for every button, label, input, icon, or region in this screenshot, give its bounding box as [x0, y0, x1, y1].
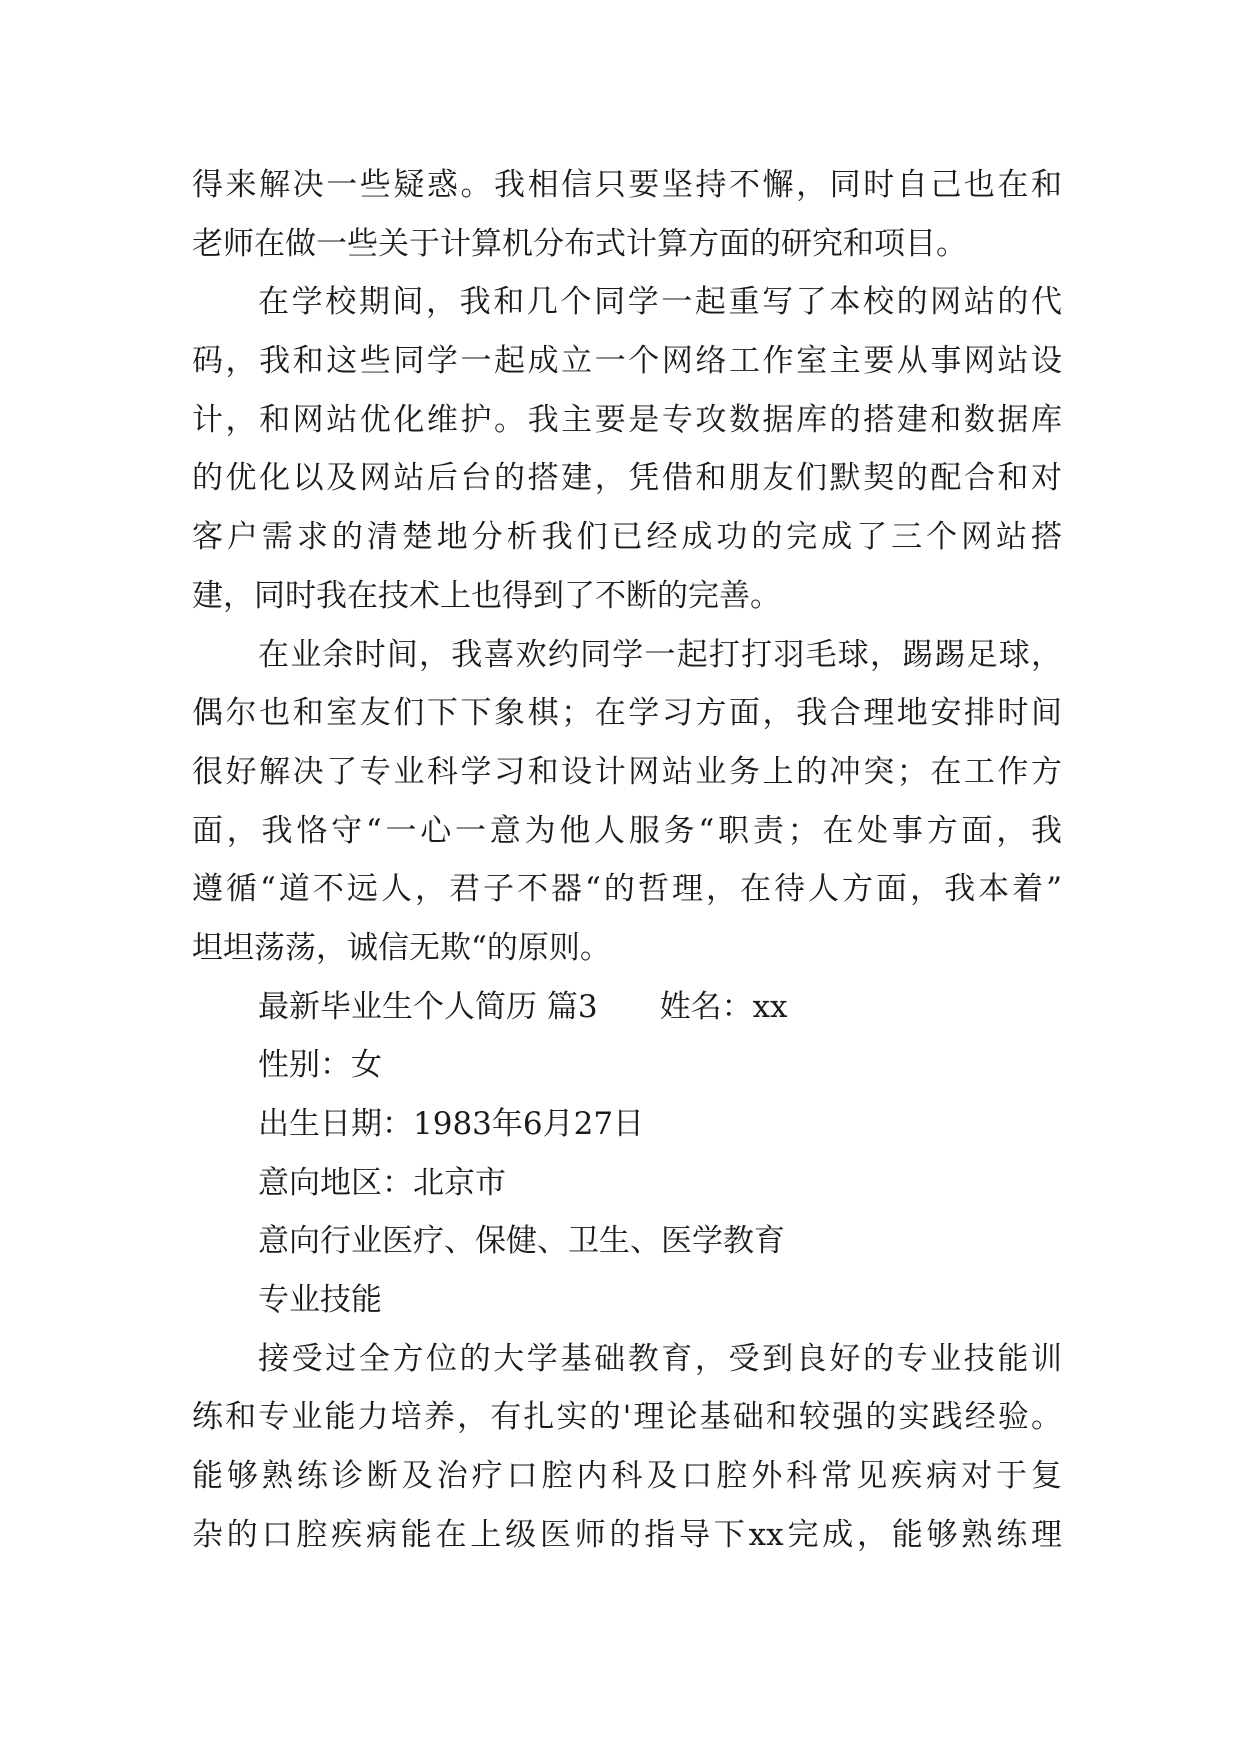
resume-industry: 意向行业医疗、保健、卫生、医学教育: [258, 1223, 785, 1260]
text-line: 老师在做一些关于计算机分布式计算方面的研究和项目。: [192, 225, 967, 262]
section-heading-skills: 专业技能: [258, 1282, 382, 1319]
text-line: 得来解决一些疑惑。我相信只要坚持不懈，同时自己也在和: [192, 167, 1062, 203]
text-line: 在业余时间，我喜欢约同学一起打打羽毛球，踢踢足球，: [258, 636, 1062, 673]
resume-gender: 性别：女: [258, 1047, 382, 1084]
text-line: 计，和网站优化维护。我主要是专攻数据库的搭建和数据库: [192, 401, 1062, 438]
resume-birthdate: 出生日期：1983年6月27日: [258, 1106, 645, 1142]
text-line: 面，我恪守“一心一意为他人服务“职责；在处事方面，我: [192, 812, 1062, 849]
resume-region: 意向地区：北京市: [258, 1164, 506, 1201]
text-line: 杂的口腔疾病能在上级医师的指导下xx完成，能够熟练理: [192, 1516, 1062, 1553]
text-line: 在学校期间，我和几个同学一起重写了本校的网站的代: [258, 284, 1062, 321]
text-line: 很好解决了专业科学习和设计网站业务上的冲突；在工作方: [192, 753, 1062, 790]
text-line: 接受过全方位的大学基础教育，受到良好的专业技能训: [258, 1340, 1062, 1377]
text-line: 偶尔也和室友们下下象棋；在学习方面，我合理地安排时间: [192, 695, 1062, 732]
text-line: 码，我和这些同学一起成立一个网络工作室主要从事网站设: [192, 343, 1062, 380]
text-line: 遵循“道不远人，君子不器“的哲理，在待人方面，我本着”: [192, 871, 1062, 908]
text-line: 的优化以及网站后台的搭建，凭借和朋友们默契的配合和对: [192, 460, 1062, 497]
resume-heading-line: 最新毕业生个人简历 篇3 姓名：xx: [258, 988, 788, 1025]
text-line: 建，同时我在技术上也得到了不断的完善。: [192, 577, 781, 614]
text-line: 客户需求的清楚地分析我们已经成功的完成了三个网站搭: [192, 519, 1062, 556]
document-body: [192, 156, 1062, 1565]
text-line: 坦坦荡荡，诚信无欺“的原则。: [192, 929, 611, 966]
text-line: 练和专业能力培养，有扎实的'理论基础和较强的实践经验。: [192, 1399, 1062, 1436]
text-line: 能够熟练诊断及治疗口腔内科及口腔外科常见疾病对于复: [192, 1458, 1062, 1495]
